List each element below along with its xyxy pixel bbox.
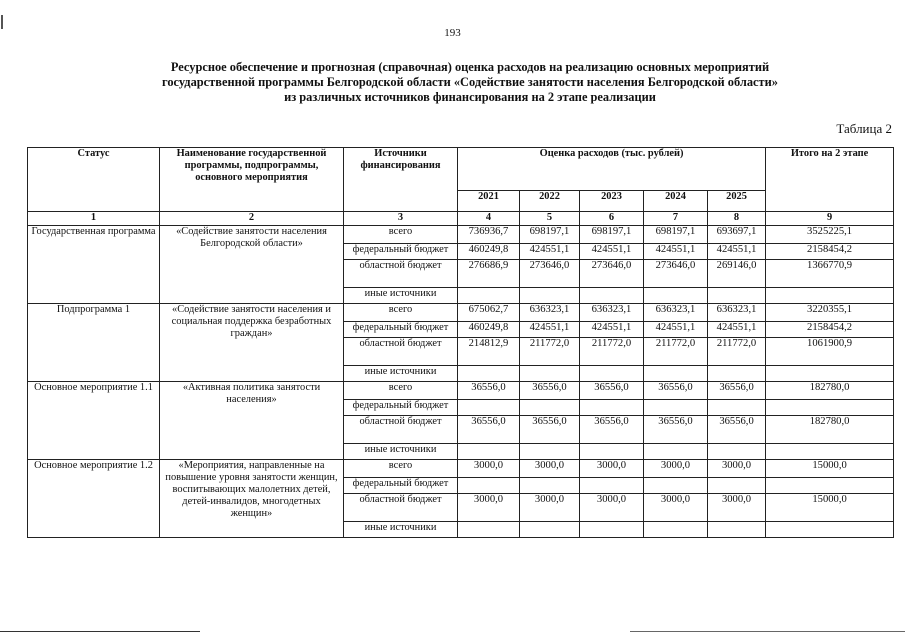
total-value-cell: 2158454,2 <box>766 322 894 338</box>
row-program-name: «Содействие занятости населения Белгородской области» <box>160 226 344 304</box>
table-row <box>28 304 894 322</box>
year-value-cell <box>708 444 766 460</box>
year-value-cell: 3000,0 <box>708 460 766 478</box>
year-value-cell <box>580 522 644 538</box>
year-value-cell: 460249,8 <box>458 244 520 260</box>
title-line-2: государственной программы Белгородской области «Содействие занятости населения Белгородской области» <box>162 75 778 89</box>
year-value-cell <box>520 444 580 460</box>
year-value-cell <box>458 522 520 538</box>
year-value-cell: 3000,0 <box>520 494 580 522</box>
col-number: 5 <box>520 212 580 226</box>
year-value-cell: 36556,0 <box>708 382 766 400</box>
row-source: областной бюджет <box>344 416 458 444</box>
header-sources: Источники финансирования <box>344 148 458 212</box>
year-value-cell: 36556,0 <box>644 416 708 444</box>
table-row <box>28 226 894 244</box>
year-value-cell: 269146,0 <box>708 260 766 288</box>
year-value-cell: 36556,0 <box>520 382 580 400</box>
funding-table <box>27 147 894 538</box>
year-value-cell <box>580 400 644 416</box>
year-value-cell: 698197,1 <box>520 226 580 244</box>
year-value-cell <box>708 366 766 382</box>
year-value-cell: 3000,0 <box>708 494 766 522</box>
page-number: 193 <box>444 27 461 39</box>
row-status: Государственная программа <box>28 226 160 304</box>
col-number: 2 <box>160 212 344 226</box>
title-line-3: из различных источников финансирования на 2 этапе реализации <box>284 90 656 104</box>
row-program-name: «Содействие занятости населения и социальная поддержка безработных граждан» <box>160 304 344 382</box>
header-year: 2023 <box>580 191 644 212</box>
row-status: Подпрограмма 1 <box>28 304 160 382</box>
total-value-cell: 3220355,1 <box>766 304 894 322</box>
row-source: федеральный бюджет <box>344 400 458 416</box>
row-source: всего <box>344 460 458 478</box>
year-value-cell: 273646,0 <box>520 260 580 288</box>
total-value-cell <box>766 400 894 416</box>
table-row <box>28 460 894 478</box>
year-value-cell <box>580 288 644 304</box>
header-status: Статус <box>28 148 160 212</box>
col-number: 8 <box>708 212 766 226</box>
year-value-cell: 3000,0 <box>580 460 644 478</box>
year-value-cell: 276686,9 <box>458 260 520 288</box>
row-source: областной бюджет <box>344 260 458 288</box>
year-value-cell <box>520 288 580 304</box>
year-value-cell <box>520 522 580 538</box>
row-source: иные источники <box>344 366 458 382</box>
year-value-cell <box>644 444 708 460</box>
row-source: федеральный бюджет <box>344 322 458 338</box>
year-value-cell <box>708 478 766 494</box>
year-value-cell: 211772,0 <box>644 338 708 366</box>
total-value-cell: 1366770,9 <box>766 260 894 288</box>
year-value-cell: 675062,7 <box>458 304 520 322</box>
year-value-cell <box>458 366 520 382</box>
total-value-cell: 15000,0 <box>766 460 894 478</box>
total-value-cell: 1061900,9 <box>766 338 894 366</box>
year-value-cell: 636323,1 <box>580 304 644 322</box>
col-number: 4 <box>458 212 520 226</box>
year-value-cell: 424551,1 <box>708 322 766 338</box>
year-value-cell: 211772,0 <box>520 338 580 366</box>
year-value-cell: 211772,0 <box>580 338 644 366</box>
year-value-cell: 3000,0 <box>520 460 580 478</box>
row-program-name: «Активная политика занятости населения» <box>160 382 344 460</box>
year-value-cell <box>458 400 520 416</box>
total-value-cell: 182780,0 <box>766 416 894 444</box>
document-title <box>60 60 880 105</box>
year-value-cell: 214812,9 <box>458 338 520 366</box>
header-name: Наименование государственной программы, подпрограммы, основного мероприятия <box>160 148 344 212</box>
year-value-cell: 736936,7 <box>458 226 520 244</box>
row-source: иные источники <box>344 288 458 304</box>
total-value-cell <box>766 288 894 304</box>
year-value-cell: 36556,0 <box>458 416 520 444</box>
year-value-cell: 424551,1 <box>708 244 766 260</box>
total-value-cell: 2158454,2 <box>766 244 894 260</box>
year-value-cell: 424551,1 <box>580 244 644 260</box>
row-source: областной бюджет <box>344 494 458 522</box>
year-value-cell <box>708 522 766 538</box>
year-value-cell: 424551,1 <box>644 244 708 260</box>
year-value-cell: 36556,0 <box>708 416 766 444</box>
year-value-cell: 36556,0 <box>580 382 644 400</box>
table-body <box>28 226 894 538</box>
year-value-cell: 693697,1 <box>708 226 766 244</box>
year-value-cell: 3000,0 <box>644 460 708 478</box>
row-source: всего <box>344 226 458 244</box>
header-year: 2025 <box>708 191 766 212</box>
year-value-cell <box>458 444 520 460</box>
header-estimate: Оценка расходов (тыс. рублей) <box>458 148 766 191</box>
year-value-cell: 636323,1 <box>644 304 708 322</box>
header-year: 2024 <box>644 191 708 212</box>
total-value-cell <box>766 366 894 382</box>
year-value-cell: 211772,0 <box>708 338 766 366</box>
year-value-cell: 273646,0 <box>644 260 708 288</box>
row-status: Основное мероприятие 1.1 <box>28 382 160 460</box>
year-value-cell: 36556,0 <box>580 416 644 444</box>
header-year: 2021 <box>458 191 520 212</box>
row-source: федеральный бюджет <box>344 478 458 494</box>
year-value-cell: 3000,0 <box>458 460 520 478</box>
year-value-cell <box>644 478 708 494</box>
year-value-cell: 36556,0 <box>644 382 708 400</box>
row-source: иные источники <box>344 522 458 538</box>
year-value-cell: 460249,8 <box>458 322 520 338</box>
year-value-cell: 424551,1 <box>520 322 580 338</box>
year-value-cell: 424551,1 <box>644 322 708 338</box>
year-value-cell <box>708 400 766 416</box>
year-value-cell: 424551,1 <box>520 244 580 260</box>
row-source: областной бюджет <box>344 338 458 366</box>
year-value-cell: 3000,0 <box>580 494 644 522</box>
row-source: иные источники <box>344 444 458 460</box>
year-value-cell <box>644 522 708 538</box>
page-edge-line <box>0 631 200 632</box>
year-value-cell: 424551,1 <box>580 322 644 338</box>
title-line-1: Ресурсное обеспечение и прогнозная (справочная) оценка расходов на реализацию основных мероприятий <box>170 60 770 74</box>
col-number: 1 <box>28 212 160 226</box>
year-value-cell <box>458 288 520 304</box>
year-value-cell <box>644 366 708 382</box>
year-value-cell: 3000,0 <box>644 494 708 522</box>
col-number: 7 <box>644 212 708 226</box>
page-edge-line <box>630 631 905 632</box>
row-status: Основное мероприятие 1.2 <box>28 460 160 538</box>
year-value-cell: 698197,1 <box>644 226 708 244</box>
total-value-cell: 182780,0 <box>766 382 894 400</box>
total-value-cell <box>766 478 894 494</box>
year-value-cell: 698197,1 <box>580 226 644 244</box>
year-value-cell <box>520 400 580 416</box>
table-row <box>28 382 894 400</box>
header-total: Итого на 2 этапе <box>766 148 894 212</box>
year-value-cell: 636323,1 <box>708 304 766 322</box>
col-number: 9 <box>766 212 894 226</box>
year-value-cell <box>708 288 766 304</box>
year-value-cell <box>520 366 580 382</box>
year-value-cell <box>458 478 520 494</box>
total-value-cell <box>766 522 894 538</box>
table-label: Таблица 2 <box>836 121 892 136</box>
total-value-cell <box>766 444 894 460</box>
year-value-cell <box>580 366 644 382</box>
year-value-cell: 3000,0 <box>458 494 520 522</box>
year-value-cell: 36556,0 <box>458 382 520 400</box>
total-value-cell: 3525225,1 <box>766 226 894 244</box>
year-value-cell: 36556,0 <box>520 416 580 444</box>
total-value-cell: 15000,0 <box>766 494 894 522</box>
year-value-cell <box>520 478 580 494</box>
row-source: федеральный бюджет <box>344 244 458 260</box>
year-value-cell: 636323,1 <box>520 304 580 322</box>
year-value-cell: 273646,0 <box>580 260 644 288</box>
year-value-cell <box>580 444 644 460</box>
row-source: всего <box>344 382 458 400</box>
year-value-cell <box>580 478 644 494</box>
year-value-cell <box>644 400 708 416</box>
year-value-cell <box>644 288 708 304</box>
row-source: всего <box>344 304 458 322</box>
col-number: 6 <box>580 212 644 226</box>
col-number: 3 <box>344 212 458 226</box>
header-year: 2022 <box>520 191 580 212</box>
row-program-name: «Мероприятия, направленные на повышение уровня занятости женщин, воспитывающих малолетних детей, детей-инвалидов, многодетных женщин» <box>160 460 344 538</box>
